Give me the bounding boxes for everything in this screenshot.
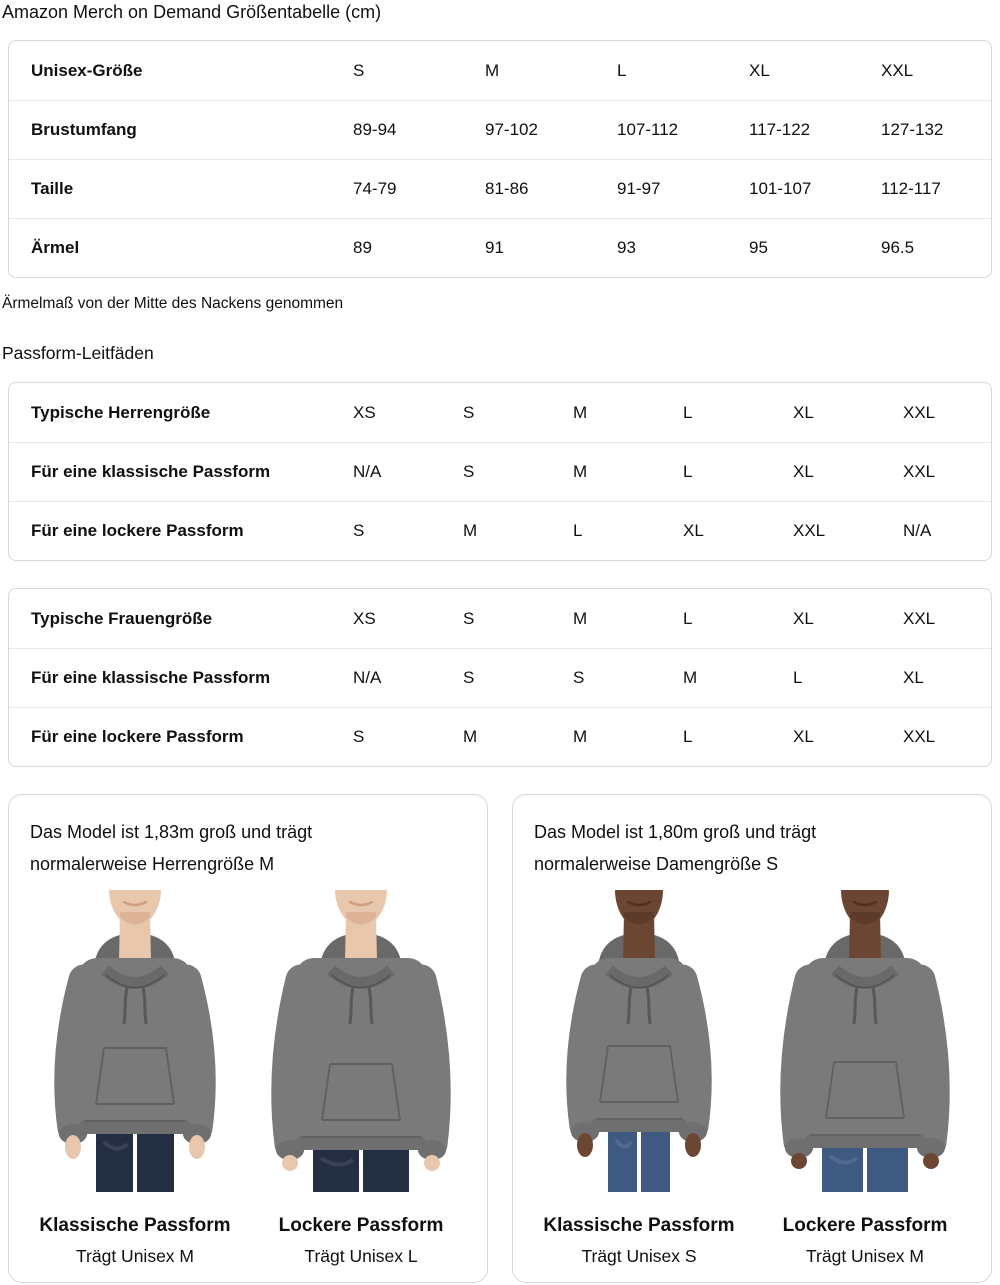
figure-loose-fit <box>752 890 978 1267</box>
fit-label: Klassische Passform <box>39 1215 231 1236</box>
fit-guides-heading: Passform-Leitfäden <box>2 343 154 363</box>
size-cell: 112-117 <box>881 159 991 218</box>
size-cell: S <box>353 707 463 766</box>
size-cell: L <box>683 707 793 766</box>
size-cell: M <box>573 707 683 766</box>
size-cell: XL <box>683 501 793 560</box>
table-row <box>9 648 991 707</box>
size-cell: M <box>463 707 573 766</box>
size-cell: M <box>573 402 588 422</box>
row-label: Typische Frauengröße <box>31 608 213 628</box>
size-cell: XXL <box>903 608 936 628</box>
size-cell: L <box>683 442 793 501</box>
unisex-size-table <box>8 40 992 278</box>
table-row <box>9 159 991 218</box>
model-description: Das Model ist 1,80m groß und trägt normalerweise Damengröße S <box>534 822 817 874</box>
figure-caption <box>526 1215 752 1267</box>
size-cell: L <box>793 648 903 707</box>
table-row <box>9 442 991 501</box>
size-cell: XL <box>903 648 991 707</box>
size-cell: 97-102 <box>485 100 617 159</box>
figure-loose-fit <box>248 890 474 1267</box>
size-cell: 96.5 <box>881 218 991 277</box>
table-row <box>9 383 991 442</box>
size-cell: XXL <box>903 402 936 422</box>
size-cell: S <box>573 648 683 707</box>
table-row <box>9 501 991 560</box>
size-cell: XXL <box>903 707 991 766</box>
size-cell: XXL <box>881 60 914 80</box>
size-cell: 93 <box>617 218 749 277</box>
female-model-loose-fit-hoodie-photo <box>753 890 978 1200</box>
model-figures <box>526 890 978 1267</box>
size-cell: S <box>463 608 475 628</box>
row-label: Unisex-Größe <box>31 60 143 80</box>
size-cell: M <box>463 501 573 560</box>
page-title: Amazon Merch on Demand Größentabelle (cm) <box>2 2 382 22</box>
size-cell: 74-79 <box>353 159 485 218</box>
size-cell: 81-86 <box>485 159 617 218</box>
size-cell: 91-97 <box>617 159 749 218</box>
size-cell: M <box>683 648 793 707</box>
row-label: Für eine lockere Passform <box>9 501 353 560</box>
size-cell: 91 <box>485 218 617 277</box>
table-row <box>9 589 991 648</box>
row-label: Typische Herrengröße <box>31 402 211 422</box>
male-model-classic-fit-hoodie-photo <box>23 890 248 1200</box>
wears-size-label: Trägt Unisex S <box>581 1246 697 1266</box>
size-cell: XL <box>793 402 814 422</box>
size-cell: S <box>463 442 573 501</box>
size-cell: 101-107 <box>749 159 881 218</box>
size-cell: XXL <box>903 442 991 501</box>
size-cell: S <box>463 648 573 707</box>
size-cell: 107-112 <box>617 100 749 159</box>
size-cell: XL <box>749 60 770 80</box>
row-label: Brustumfang <box>9 100 353 159</box>
mens-fit-table <box>8 382 992 561</box>
size-cell: XXL <box>793 501 903 560</box>
size-cell: XS <box>353 402 376 422</box>
size-cell: S <box>353 501 463 560</box>
table-row <box>9 707 991 766</box>
row-label: Für eine lockere Passform <box>9 707 353 766</box>
model-card-women <box>512 794 992 1283</box>
size-cell: 117-122 <box>749 100 881 159</box>
size-cell: N/A <box>903 501 991 560</box>
model-description: Das Model ist 1,83m groß und trägt normalerweise Herrengröße M <box>30 822 313 874</box>
sleeve-measure-note: Ärmelmaß von der Mitte des Nackens genommen <box>2 295 344 312</box>
male-model-loose-fit-hoodie-photo <box>249 890 474 1200</box>
size-cell: XL <box>793 707 903 766</box>
size-cell: L <box>617 60 627 80</box>
female-model-classic-fit-hoodie-photo <box>527 890 752 1200</box>
size-cell: M <box>573 442 683 501</box>
model-card-men <box>8 794 488 1283</box>
table-row <box>9 100 991 159</box>
size-cell: 89-94 <box>353 100 485 159</box>
wears-size-label: Trägt Unisex M <box>76 1246 194 1266</box>
figure-caption <box>248 1215 474 1267</box>
model-figures <box>22 890 474 1267</box>
size-cell: 127-132 <box>881 100 991 159</box>
womens-fit-table <box>8 588 992 767</box>
size-cell: XL <box>793 442 903 501</box>
figure-classic-fit <box>526 890 752 1267</box>
row-label: Für eine klassische Passform <box>9 442 353 501</box>
figure-caption <box>22 1215 248 1267</box>
wears-size-label: Trägt Unisex L <box>304 1246 418 1266</box>
size-cell: 95 <box>749 218 881 277</box>
size-cell: S <box>463 402 475 422</box>
row-label: Für eine klassische Passform <box>9 648 353 707</box>
fit-label: Lockere Passform <box>782 1215 948 1236</box>
size-cell: L <box>573 501 683 560</box>
size-cell: M <box>485 60 500 80</box>
size-cell: XL <box>793 608 814 628</box>
figure-caption <box>752 1215 978 1267</box>
size-cell: 89 <box>353 218 485 277</box>
row-label: Ärmel <box>9 218 353 277</box>
size-cell: L <box>683 608 693 628</box>
model-cards <box>8 794 992 1283</box>
table-row <box>9 41 991 100</box>
figure-classic-fit <box>22 890 248 1267</box>
wears-size-label: Trägt Unisex M <box>806 1246 924 1266</box>
size-cell: S <box>353 60 365 80</box>
size-cell: L <box>683 402 693 422</box>
size-cell: N/A <box>353 648 463 707</box>
size-cell: M <box>573 608 588 628</box>
size-cell: N/A <box>353 442 463 501</box>
fit-label: Klassische Passform <box>543 1215 735 1236</box>
size-cell: XS <box>353 608 376 628</box>
fit-label: Lockere Passform <box>278 1215 444 1236</box>
table-row <box>9 218 991 277</box>
row-label: Taille <box>9 159 353 218</box>
